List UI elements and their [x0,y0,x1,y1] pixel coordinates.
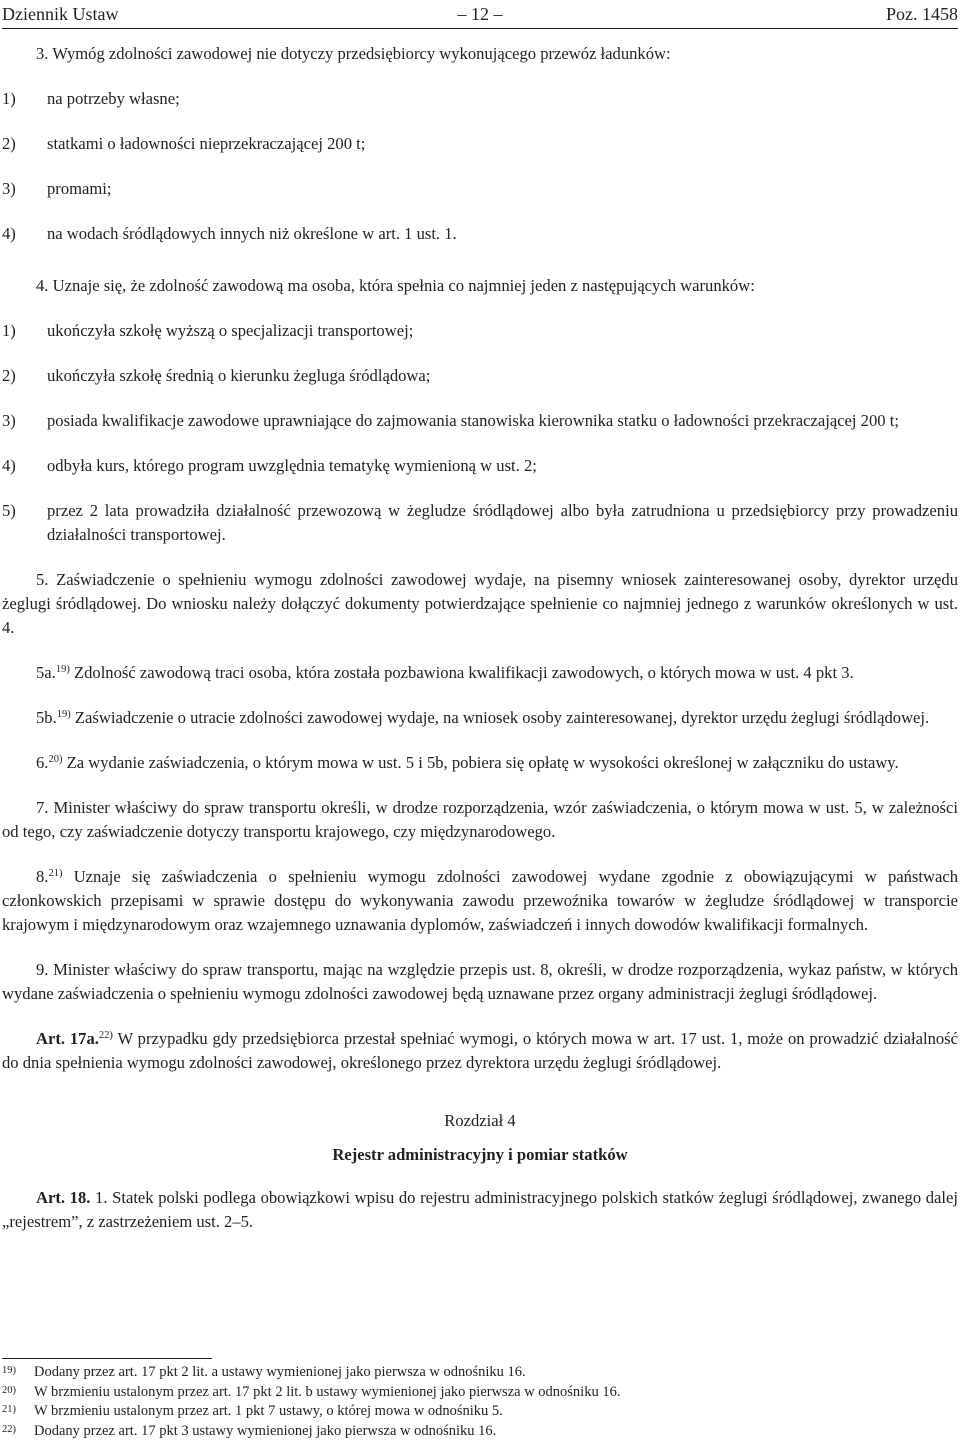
footnote-rule [2,1358,212,1359]
footnote-ref: 22) [98,1030,113,1041]
list-item [2,454,958,478]
article-18 [2,1186,958,1234]
item-number: 4) [2,456,16,475]
footnote-ref: 20) [48,754,63,765]
section-label: 6. [36,753,49,772]
footnote-ref: 19) [56,709,71,720]
footnote [2,1402,958,1422]
article-text: W przypadku gdy przedsiębiorca przestał spełniać wymogi, o których mowa w art. 17 ust. 1, może on prowadzić działalność do dnia spełnienia wymogu zdolności zawodowej, określonego przez dyrektora urzędu żeglugi śródlądowej. [2,1029,958,1072]
item-text: odbyła kurs, którego program uwzględnia tematykę wymienioną w ust. 2; [47,456,537,475]
section-6 [2,751,958,775]
section-5: 5. Zaświadczenie o spełnieniu wymogu zdolności zawodowej wydaje, na pisemny wniosek zainteresowanej osoby, dyrektor urzędu żeglugi śródlądowej. Do wniosku należy dołączyć dokumenty potwierdzające spełnienie co najmniej jednego z warunków określonych w ust. 4. [2,570,958,637]
section-4-intro: 4. Uznaje się, że zdolność zawodową ma osoba, która spełnia co najmniej jeden z następujących warunków: [36,276,755,295]
footnote [2,1363,958,1383]
document-body [2,42,958,1234]
section-label: 5a. [36,663,56,682]
footnote-number: 20) [2,1384,16,1396]
footnotes [2,1363,958,1441]
article-text: 1. Statek polski podlega obowiązkowi wpisu do rejestru administracyjnego polskich statków żeglugi śródlądowej, zwanego dalej „rejestrem”, z zastrzeżeniem ust. 2–5. [2,1188,959,1231]
list-item [2,319,958,343]
item-text: promami; [47,179,112,198]
section-text: Uznaje się zaświadczenia o spełnieniu wymogu zdolności zawodowej wydane zgodnie z obowiązującymi w państwach członkowskich przepisami w sprawie dostępu do wykonywania zawodu przewoźnika towarów w żegludze śródlądowej w transporcie krajowym i międzynarodowym oraz wzajemnego uznawania dyplomów, zaświadczeń i innych dowodów kwalifikacji formalnych. [2,867,958,934]
item-number: 1) [2,89,16,108]
footnote [2,1422,958,1442]
journal-title: Dziennik Ustaw [2,4,119,24]
section-5a [2,661,958,685]
article-label: Art. 17a. [36,1029,99,1048]
list-item [2,364,958,388]
footnote-ref: 19) [55,664,70,675]
list-item [2,409,958,433]
section-5b [2,706,958,730]
footnote-number: 19) [2,1365,16,1376]
item-text: statkami o ładowności nieprzekraczającej 200 t; [47,134,366,153]
section-8 [2,865,958,937]
chapter-number: Rozdział 4 [444,1111,516,1130]
section-3-intro: 3. Wymóg zdolności zawodowej nie dotyczy przedsiębiorcy wykonującego przewóz ładunków: [36,44,671,63]
page-number: – 12 – [457,4,503,24]
footnote-number: 21) [2,1404,16,1415]
list-item [2,222,958,246]
footnote [2,1383,958,1403]
item-number: 1) [2,321,16,340]
section-9: 9. Minister właściwy do spraw transportu, mając na względzie przepis ust. 8, określi, w drodze rozporządzenia, wykaz państw, w których wydane zaświadczenia o spełnieniu wymogu zdolności zawodowej będą uznawane przez organy administracji żeglugi śródlądowej. [2,960,958,1003]
item-number: 3) [2,179,16,198]
section-text: Zaświadczenie o utracie zdolności zawodowej wydaje, na wniosek osoby zainteresowanej, dyrektor urzędu żeglugi śródlądowej. [74,708,930,727]
item-number: 4) [2,224,16,243]
header-rule [2,28,958,29]
list-item [2,499,958,547]
item-number: 2) [2,134,16,153]
position-number: Poz. 1458 [886,4,958,24]
item-text: ukończyła szkołę wyższą o specjalizacji transportowej; [47,321,414,340]
section-7: 7. Minister właściwy do spraw transportu określi, w drodze rozporządzenia, wzór zaświadczenia, o którym mowa w ust. 5, w zależności od tego, czy zaświadczenie dotyczy transportu krajowego, czy międzynarodowego. [2,798,958,841]
footnote-text: W brzmieniu ustalonym przez art. 1 pkt 7 ustawy, o której mowa w odnośniku 5. [34,1403,503,1419]
item-text: na wodach śródlądowych innych niż określone w art. 1 ust. 1. [47,224,457,243]
article-17a [2,1027,958,1075]
item-text: przez 2 lata prowadziła działalność przewozową w żegludze śródlądowej albo była zatrudniona u przedsiębiorcy przy prowadzeniu działalności transportowej. [47,501,958,544]
footnote-number: 22) [2,1423,16,1435]
article-label: Art. 18. [36,1188,91,1207]
footnote-text: W brzmieniu ustalonym przez art. 17 pkt 2 lit. b ustawy wymienionej jako pierwsza w odnośniku 16. [34,1383,621,1400]
item-text: na potrzeby własne; [47,89,180,108]
item-number: 3) [2,411,16,430]
section-text: Zdolność zawodową traci osoba, która została pozbawiona kwalifikacji zawodowych, o których mowa w ust. 4 pkt 3. [73,663,854,682]
item-text: posiada kwalifikacje zawodowe uprawniające do zajmowania stanowiska kierownika statku o ładowności przekraczającej 200 t; [47,411,899,430]
item-number: 2) [2,366,16,385]
list-item [2,132,958,156]
footnote-text: Dodany przez art. 17 pkt 2 lit. a ustawy wymienionej jako pierwsza w odnośniku 16. [34,1364,526,1380]
list-item [2,177,958,201]
chapter-title: Rejestr administracyjny i pomiar statków [332,1145,628,1164]
footnote-text: Dodany przez art. 17 pkt 3 ustawy wymienionej jako pierwsza w odnośniku 16. [34,1422,497,1439]
item-text: ukończyła szkołę średnią o kierunku żegluga śródlądowa; [47,366,431,385]
list-item [2,87,958,111]
section-label: 8. [36,867,49,886]
page-header [0,0,960,30]
item-number: 5) [2,501,16,520]
section-text: Za wydanie zaświadczenia, o którym mowa w ust. 5 i 5b, pobiera się opłatę w wysokości określonej w załączniku do ustawy. [66,753,899,772]
footnote-ref: 21) [48,868,63,879]
section-label: 5b. [36,708,57,727]
